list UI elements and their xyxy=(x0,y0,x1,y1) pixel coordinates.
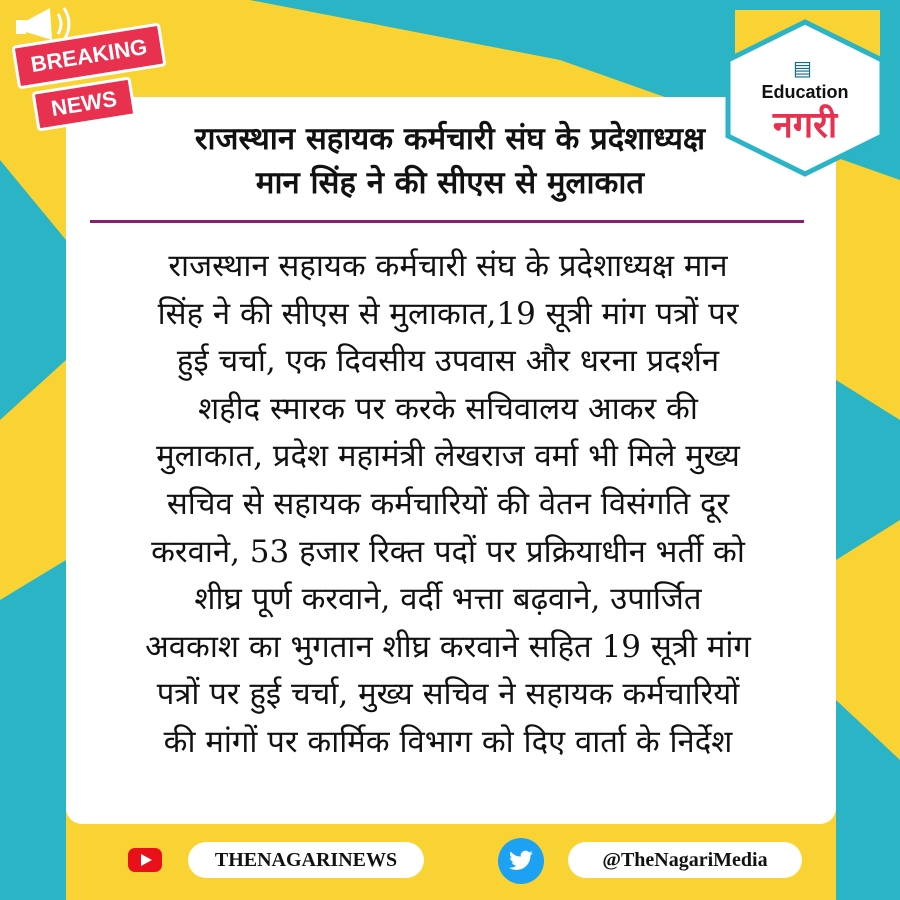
twitter-bird-glyph xyxy=(507,848,535,874)
logo-nagri-text: नगरी xyxy=(772,105,838,146)
youtube-handle[interactable]: THENAGARINEWS xyxy=(188,842,424,878)
body-line: करवाने, 53 हजार रिक्त पदों पर प्रक्रियाधीन भर्ती को xyxy=(151,533,745,570)
article-body xyxy=(86,243,810,767)
body-line: शीघ्र पूर्ण करवाने, वर्दी भत्ता बढ़वाने, उपार्जित xyxy=(194,581,702,618)
body-line: सचिव से सहायक कर्मचारियों की वेतन विसंगति दूर xyxy=(166,485,730,522)
body-line: मुलाकात, प्रदेश महामंत्री लेखराज वर्मा भी मिले मुख्य xyxy=(156,438,740,475)
headline-line-1: राजस्थान सहायक कर्मचारी संघ के प्रदेशाध्यक्ष xyxy=(194,121,706,157)
headline xyxy=(130,117,770,205)
news-label: NEWS xyxy=(31,76,136,131)
book-icon: ▤ xyxy=(793,56,812,80)
twitter-handle[interactable]: @TheNagariMedia xyxy=(568,842,802,878)
body-line: राजस्थान सहायक कर्मचारी संघ के प्रदेशाध्यक्ष मान xyxy=(168,248,728,284)
body-line: हुई चर्चा, एक दिवसीय उपवास और धरना प्रदर्शन xyxy=(176,343,720,380)
headline-line-2: मान सिंह ने की सीएस से मुलाकात xyxy=(255,165,645,201)
body-line: शहीद स्मारक पर करके सचिवालय आकर की xyxy=(198,390,698,427)
logo-education-text: Education xyxy=(761,82,849,102)
twitter-icon[interactable] xyxy=(498,838,544,884)
body-line: पत्रों पर हुई चर्चा, मुख्य सचिव ने सहायक कर्मचारियों xyxy=(156,676,740,713)
headline-divider xyxy=(90,220,804,223)
body-line: की मांगों पर कार्मिक विभाग को दिए वार्ता के निर्देश xyxy=(163,723,733,760)
breaking-label: BREAKING xyxy=(11,23,166,90)
youtube-icon[interactable] xyxy=(128,848,162,872)
breaking-news-badge xyxy=(0,0,180,140)
body-line: सिंह ने की सीएस से मुलाकात,19 सूत्री मांग पत्रों पर xyxy=(157,295,739,332)
education-nagri-logo xyxy=(720,18,890,178)
body-line: अवकाश का भुगतान शीघ्र करवाने सहित 19 सूत्री मांग xyxy=(145,628,751,665)
